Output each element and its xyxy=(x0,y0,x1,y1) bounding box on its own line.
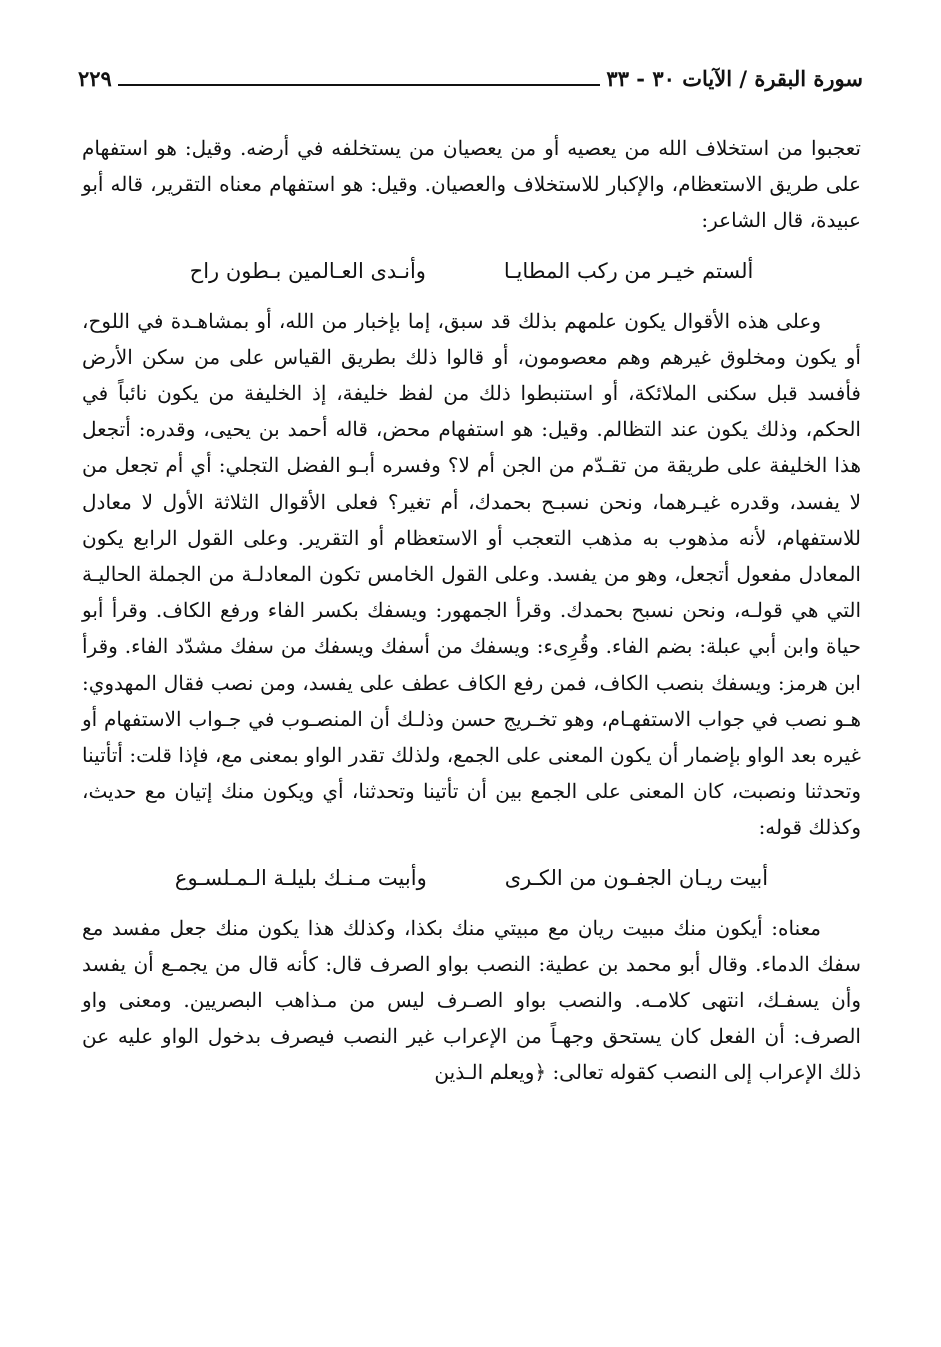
verse-2-first-hemistich: أبيت ريـان الجفـون من الكـرى xyxy=(504,865,769,890)
verse-2 xyxy=(82,846,861,910)
verse-1-second-hemistich: وأنـدى العـالمين بـطون راح xyxy=(189,258,426,283)
header-rule xyxy=(118,84,601,86)
running-title: سورة البقرة / الآيات ٣٠ - ٣٣ xyxy=(606,66,863,91)
paragraph-2: وعلى هذه الأقوال يكون علمهم بذلك قد سبق، إما بإخبار من الله، أو بمشاهـدة في اللوح، أو يكون ومخلوق غيرهم وهم معصومون، أو قالوا ذلك بطريق القياس على من سكن الأرض فأفسد قبل سكنى الملائكة، أو استنبطوا ذلك من لفظ خليفة، إذ الخليفة من يكون نائباً في الحكم، وذلك يكون عند التظالم. وقيل: هو استفهام محض، قاله أحمد بن يحيى، وقدره: أتجعل هذا الخليفة على طريقة من تقـدّم من الجن أم لا؟ وفسره أبـو الفضل التجلي: أي أم تجعل من لا يفسد، وقدره غيـرهما، ونحن نسبـح بحمدك، أم تغير؟ فعلى الأقوال الثلاثة الأول لا معادل للاستفهام، لأنه مذهوب به مذهب التعجب أو الاستعظام أو التقرير. وعلى القول الرابع يكون المعادل مفعول أتجعل، وهو من يفسد. وعلى القول الخامس تكون المعادلـة من الجملة الحاليـة التي هي قولـه، ونحن نسبح بحمدك. وقرأ الجمهور: ويسفك بكسر الفاء ورفع الكاف. وقرأ أبو حياة وابن أبي عبلة: بضم الفاء. وقُرِىء: ويسفك من أسفك ويسفك من سفك مشدّد الفاء. وقرأ ابن هرمز: ويسفك بنصب الكاف، فمن رفع الكاف عطف على يفسد، ومن نصب فقال المهدوي: هـو نصب في جواب الاستفهـام، وهو تخـريج حسن وذلـك أن المنصـوب في جـواب الاستفهام أو غيره بعد الواو بإضمار أن يكون المعنى على الجمع، ولذلك تقدر الواو بمعنى مع، فإذا قلت: أتأتينا وتحدثنا ونصبت، كان المعنى على الجمع بين أن تأتينا وتحدثنا، أي ويكون منك إتيان مع حديث، وكذلك قوله: xyxy=(82,308,861,840)
paragraph-3: معناه: أيكون منك مبيت ريان مع مبيتي منك بكذا، وكذلك هذا يكون منك جعل مفسد مع سفك الدماء. وقال أبو محمد بن عطية: النصب بواو الصرف قال: كأنه قال من يجمـع أن يفسد وأن يسفـك، انتهى كلامـه. والنصب بواو الصـرف ليس من مـذاهب البصريين. ومعنى واو الصرف: أن الفعل كان يستحق وجهـاً من الإعراب غير النصب فيصرف بدخول الواو عليه عن ذلك الإعراب إلى النصب كقوله تعالى: ﴿ويعلم الـذين xyxy=(82,915,861,1085)
body-text xyxy=(82,130,861,1091)
verse-1 xyxy=(82,239,861,303)
page-header xyxy=(78,58,863,94)
verse-2-second-hemistich: وأبيت مـنـك بليلـة الـمـلسـوع xyxy=(174,865,427,890)
paragraph-1: تعجبوا من استخلاف الله من يعصيه أو من يعصيان من يستخلفه في أرضه. وقيل: هو استفهام على طريق الاستعظام، والإكبار للاستخلاف والعصيان. وقيل: هو استفهام معناه التقرير، قاله أبو عبيدة، قال الشاعر: xyxy=(82,136,861,233)
page-number: ٢٢٩ xyxy=(78,66,112,91)
verse-1-first-hemistich: ألستم خيـر من ركب المطايـا xyxy=(503,258,754,283)
